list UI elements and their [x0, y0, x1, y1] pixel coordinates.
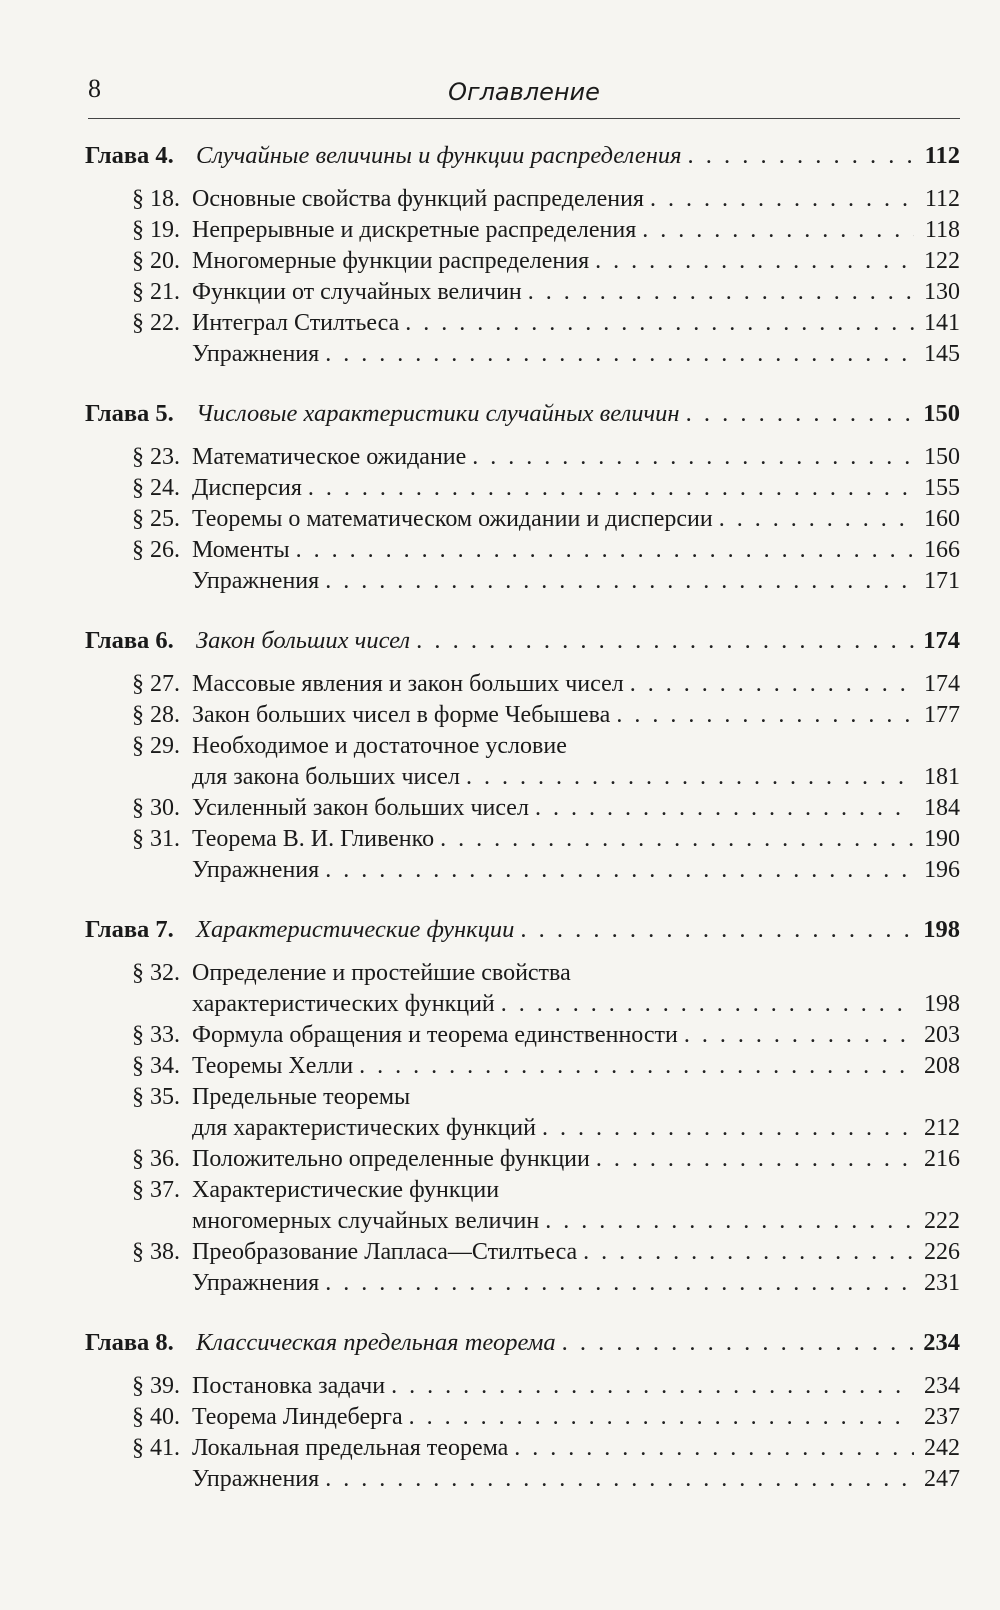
section-label: § 36. — [132, 1146, 180, 1172]
toc-entry-row[interactable] — [85, 1051, 960, 1082]
chapter-title: Характеристические функции — [196, 916, 515, 943]
section-title: Характеристические функции — [192, 1177, 500, 1203]
section-title: Упражнения — [192, 1466, 320, 1492]
section-label: § 34. — [132, 1053, 180, 1079]
dot-leader — [719, 504, 914, 535]
dot-leader — [562, 1327, 914, 1358]
dot-leader — [296, 535, 914, 566]
dot-leader — [405, 308, 914, 339]
section-title: Упражнения — [192, 568, 320, 594]
chapter-title: Случайные величины и функции распределения — [196, 142, 682, 169]
dot-leader — [359, 1051, 914, 1082]
toc-entry-row[interactable] — [85, 855, 960, 886]
page-ref: 231 — [924, 1270, 960, 1296]
page-ref: 174 — [924, 671, 960, 697]
toc-entry-row[interactable] — [85, 473, 960, 504]
section-title: Постановка задачи — [192, 1373, 386, 1399]
page-ref: 112 — [924, 142, 960, 169]
section-title: Дисперсия — [192, 475, 302, 501]
section-title: Теоремы Хелли — [192, 1053, 354, 1079]
section-title: Усиленный закон больших чисел — [192, 795, 529, 821]
section-label: § 22. — [132, 310, 180, 336]
page-ref: 181 — [924, 764, 960, 790]
page-ref: 216 — [924, 1146, 960, 1172]
toc-entry-row[interactable] — [85, 1082, 960, 1113]
section-label: § 37. — [132, 1177, 180, 1203]
dot-leader — [616, 700, 914, 731]
toc-entry-row[interactable] — [85, 215, 960, 246]
page-ref: 222 — [924, 1208, 960, 1234]
chapter-title: Классическая предельная теорема — [196, 1329, 556, 1356]
section-label: § 33. — [132, 1022, 180, 1048]
dot-leader — [520, 914, 914, 945]
chapter-title: Числовые характеристики случайных величин — [196, 400, 680, 427]
dot-leader — [684, 1020, 914, 1051]
toc-entry-row[interactable] — [85, 442, 960, 473]
dot-leader — [642, 215, 914, 246]
dot-leader — [440, 824, 914, 855]
dot-leader — [686, 398, 914, 429]
toc-entry-row[interactable] — [85, 1464, 960, 1495]
section-title: Теоремы о математическом ожидании и дисперсии — [192, 506, 713, 532]
chapter-title: Закон больших чисел — [196, 627, 411, 654]
running-header — [88, 70, 960, 119]
section-title: многомерных случайных величин — [192, 1208, 540, 1234]
page-ref: 237 — [924, 1404, 960, 1430]
section-title: Упражнения — [192, 341, 320, 367]
section-label: § 21. — [132, 279, 180, 305]
chapter-label: Глава 7. — [85, 916, 174, 943]
page-ref: 242 — [924, 1435, 960, 1461]
toc-entry-row[interactable] — [85, 1268, 960, 1299]
toc-entry-row[interactable] — [85, 504, 960, 535]
page-ref: 160 — [924, 506, 960, 532]
toc-entry-row[interactable] — [85, 308, 960, 339]
section-title: Непрерывные и дискретные распределения — [192, 217, 637, 243]
section-title: Определение и простейшие свойства — [192, 960, 571, 986]
toc-entry-row[interactable] — [85, 1144, 960, 1175]
dot-leader — [596, 1144, 914, 1175]
section-title: Математическое ожидание — [192, 444, 467, 470]
section-title: Необходимое и достаточное условие — [192, 733, 567, 759]
section-title: Предельные теоремы — [192, 1084, 411, 1110]
section-title: Формула обращения и теорема единственности — [192, 1022, 678, 1048]
toc-entry-row[interactable] — [85, 700, 960, 731]
toc-entry-row[interactable] — [85, 958, 960, 989]
page-ref: 190 — [924, 826, 960, 852]
toc-entry-row[interactable] — [85, 1175, 960, 1206]
section-title: Теорема В. И. Гливенко — [192, 826, 435, 852]
toc-entry-row[interactable] — [85, 669, 960, 700]
section-title: Функции от случайных величин — [192, 279, 522, 305]
page-ref: 234 — [924, 1373, 960, 1399]
section-title: Упражнения — [192, 857, 320, 883]
dot-leader — [325, 1268, 914, 1299]
page-ref: 174 — [923, 627, 960, 654]
dot-leader — [583, 1237, 914, 1268]
toc-entry-row[interactable] — [85, 566, 960, 597]
dot-leader — [501, 989, 914, 1020]
page-ref: 177 — [924, 702, 960, 728]
section-title: Теорема Линдеберга — [192, 1404, 403, 1430]
dot-leader — [325, 339, 914, 370]
page-ref: 118 — [924, 217, 960, 243]
chapter-label: Глава 5. — [85, 400, 174, 427]
toc-entry-row[interactable] — [85, 184, 960, 215]
dot-leader — [528, 277, 914, 308]
dot-leader — [416, 625, 914, 656]
dot-leader — [472, 442, 914, 473]
section-label: § 23. — [132, 444, 180, 470]
section-title: Массовые явления и закон больших чисел — [192, 671, 624, 697]
section-label: § 18. — [132, 186, 180, 212]
section-title: Многомерные функции распределения — [192, 248, 590, 274]
dot-leader — [630, 669, 914, 700]
page-number: 8 — [88, 74, 101, 103]
dot-leader — [308, 473, 914, 504]
section-title: Закон больших чисел в форме Чебышева — [192, 702, 611, 728]
section-title: Упражнения — [192, 1270, 320, 1296]
section-title: Положительно определенные функции — [192, 1146, 590, 1172]
toc-entry-row[interactable] — [85, 1237, 960, 1268]
toc-entry-row[interactable] — [85, 1433, 960, 1464]
toc-entry-row[interactable] — [85, 731, 960, 762]
section-title: Основные свойства функций распределения — [192, 186, 644, 212]
page-ref: 155 — [924, 475, 960, 501]
dot-leader — [391, 1371, 914, 1402]
toc-entry-row[interactable] — [85, 339, 960, 370]
page-ref: 112 — [924, 186, 960, 212]
section-label: § 31. — [132, 826, 180, 852]
section-title: характеристических функций — [192, 991, 495, 1017]
toc-entry-row[interactable] — [85, 762, 960, 793]
toc-chapter-row[interactable] — [85, 398, 960, 429]
toc-entry-row[interactable] — [85, 989, 960, 1020]
page-ref: 145 — [924, 341, 960, 367]
table-of-contents — [85, 140, 960, 1495]
toc-entry-row[interactable] — [85, 793, 960, 824]
page-ref: 196 — [924, 857, 960, 883]
section-label: § 20. — [132, 248, 180, 274]
page-ref: 166 — [924, 537, 960, 563]
section-label: § 19. — [132, 217, 180, 243]
page-ref: 203 — [924, 1022, 960, 1048]
dot-leader — [325, 566, 914, 597]
section-title: Моменты — [192, 537, 290, 563]
dot-leader — [514, 1433, 914, 1464]
toc-entry-row[interactable] — [85, 1371, 960, 1402]
page-ref: 226 — [924, 1239, 960, 1265]
dot-leader — [545, 1206, 914, 1237]
page-ref: 212 — [924, 1115, 960, 1141]
toc-entry-row[interactable] — [85, 1020, 960, 1051]
section-title: для характеристических функций — [192, 1115, 536, 1141]
toc-entry-row[interactable] — [85, 824, 960, 855]
section-label: § 29. — [132, 733, 180, 759]
page-ref: 198 — [924, 991, 960, 1017]
chapter-label: Глава 4. — [85, 142, 174, 169]
section-label: § 24. — [132, 475, 180, 501]
section-label: § 32. — [132, 960, 180, 986]
dot-leader — [535, 793, 914, 824]
page-ref: 184 — [924, 795, 960, 821]
section-label: § 28. — [132, 702, 180, 728]
section-label: § 27. — [132, 671, 180, 697]
page-ref: 198 — [923, 916, 960, 943]
dot-leader — [595, 246, 914, 277]
chapter-label: Глава 6. — [85, 627, 174, 654]
toc-entry-row[interactable] — [85, 246, 960, 277]
toc-chapter-row[interactable] — [85, 140, 960, 171]
section-title: для закона больших чисел — [192, 764, 460, 790]
dot-leader — [409, 1402, 914, 1433]
page-ref: 150 — [923, 400, 960, 427]
toc-entry-row[interactable] — [85, 277, 960, 308]
running-title: Оглавление — [448, 78, 600, 106]
section-title: Преобразование Лапласа—Стилтьеса — [192, 1239, 578, 1265]
page-ref: 171 — [924, 568, 960, 594]
dot-leader — [325, 855, 914, 886]
page-ref: 247 — [924, 1466, 960, 1492]
dot-leader — [466, 762, 914, 793]
page-ref: 234 — [923, 1329, 960, 1356]
page-ref: 130 — [924, 279, 960, 305]
dot-leader — [650, 184, 914, 215]
page-ref: 150 — [924, 444, 960, 470]
dot-leader — [325, 1464, 914, 1495]
chapter-label: Глава 8. — [85, 1329, 174, 1356]
section-label: § 40. — [132, 1404, 180, 1430]
page-ref: 122 — [924, 248, 960, 274]
section-label: § 26. — [132, 537, 180, 563]
section-label: § 25. — [132, 506, 180, 532]
dot-leader — [688, 140, 914, 171]
section-title: Интеграл Стилтьеса — [192, 310, 400, 336]
page-ref: 208 — [924, 1053, 960, 1079]
section-label: § 41. — [132, 1435, 180, 1461]
toc-chapter-row[interactable] — [85, 914, 960, 945]
toc-chapter-row[interactable] — [85, 1327, 960, 1358]
toc-entry-row[interactable] — [85, 1113, 960, 1144]
section-label: § 30. — [132, 795, 180, 821]
page-ref: 141 — [924, 310, 960, 336]
dot-leader — [542, 1113, 914, 1144]
toc-entry-row[interactable] — [85, 1206, 960, 1237]
section-label: § 38. — [132, 1239, 180, 1265]
toc-entry-row[interactable] — [85, 535, 960, 566]
toc-entry-row[interactable] — [85, 1402, 960, 1433]
toc-chapter-row[interactable] — [85, 625, 960, 656]
section-label: § 35. — [132, 1084, 180, 1110]
section-label: § 39. — [132, 1373, 180, 1399]
section-title: Локальная предельная теорема — [192, 1435, 509, 1461]
